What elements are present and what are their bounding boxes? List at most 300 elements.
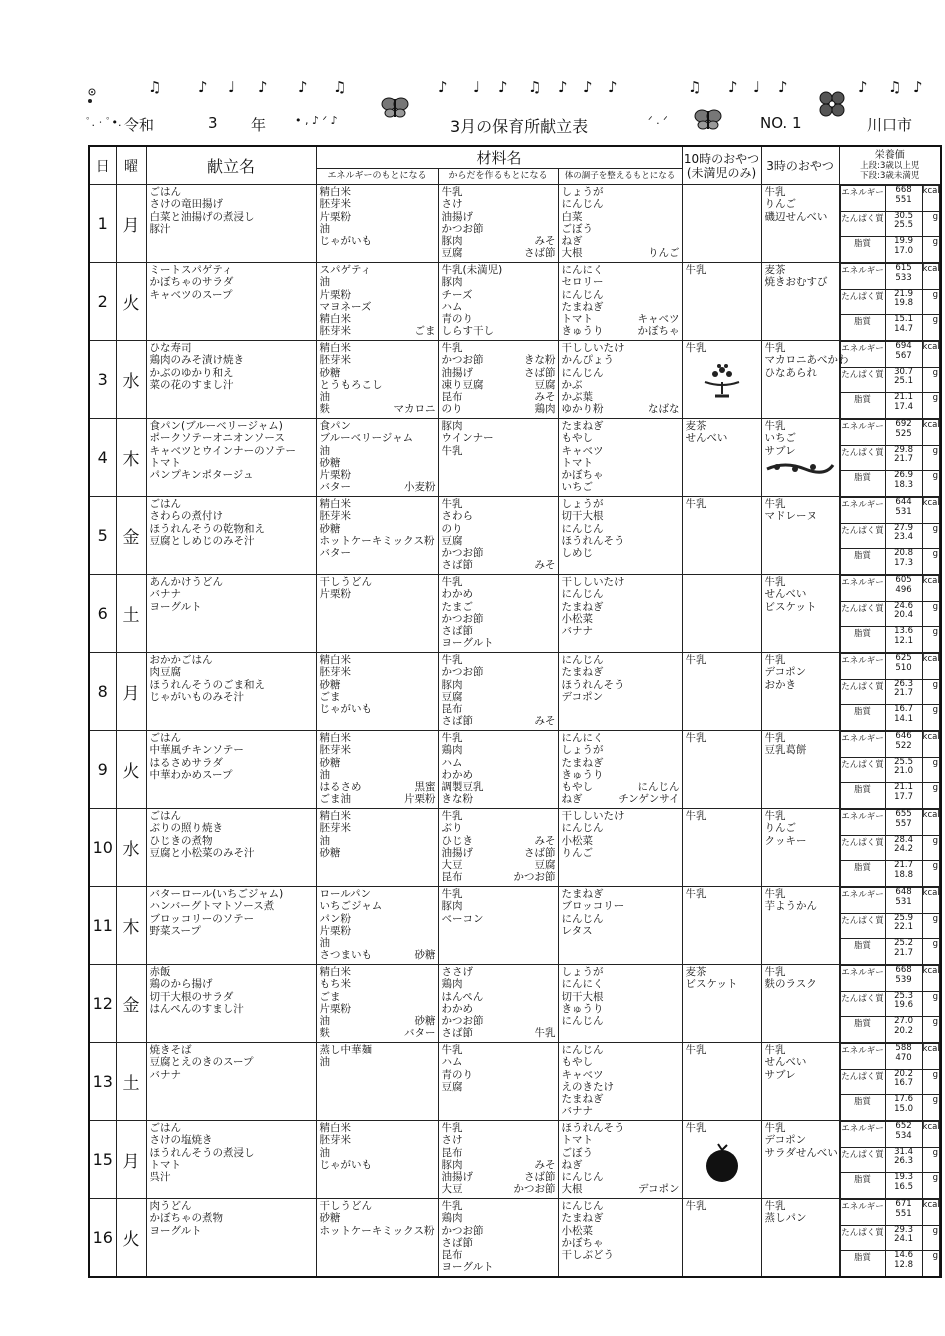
ingredient: マカロニ (393, 403, 436, 416)
ingredient: かんぴょう (561, 354, 614, 367)
ingredient-line (562, 810, 680, 822)
ingredient-line (320, 276, 436, 288)
ingredient: 凍り豆腐 (441, 378, 484, 391)
ingredient: もやし (561, 781, 593, 794)
ingredient: ひじき (441, 834, 473, 847)
ingredient: わかめ (441, 588, 473, 601)
snack-item: 磯辺せんべい (764, 210, 828, 223)
ingredient-line (442, 1225, 556, 1237)
ingredient: ハム (441, 756, 463, 769)
value-under3: 12.8 (894, 1259, 913, 1270)
nutrient-values (885, 289, 922, 315)
nutrition-row (840, 1017, 940, 1042)
ingredient-line (562, 1015, 680, 1027)
value-under3: 18.3 (894, 479, 913, 490)
value-3plus: 615 (895, 263, 912, 273)
ingredient: ブロッコリー (561, 900, 625, 913)
ingredient: ハム (441, 300, 463, 313)
menu-dishes (146, 731, 316, 809)
energy-ingredients (316, 809, 438, 887)
value-3plus: 646 (895, 731, 912, 741)
ingredient-line (442, 1081, 556, 1093)
ingredient-line (320, 498, 436, 510)
menu-table (88, 145, 942, 1278)
value-under3: 533 (895, 272, 912, 283)
ingredient: 牛乳 (441, 1200, 463, 1212)
value-under3: 551 (895, 1208, 912, 1219)
nutrition-values (839, 809, 941, 887)
condition-ingredients (558, 185, 682, 263)
menu-dishes (146, 1121, 316, 1199)
nutrient-unit: g (922, 549, 940, 574)
ingredient: 精白米 (319, 966, 351, 978)
value-3plus: 588 (895, 1043, 912, 1053)
ingredient-line (442, 835, 556, 847)
menu-row (89, 1121, 941, 1199)
nutrient-label: たんぱく質 (840, 913, 885, 939)
ingredient: 胚芽米 (319, 822, 351, 835)
value-under3: 525 (895, 428, 912, 439)
ingredient: ホットケーキミックス粉 (319, 1224, 435, 1237)
ingredient-line (562, 1212, 680, 1224)
music-notes-decoration: ♫ ♪ ♩ ♪ ♪ ♫ ♪ ♩ ♪ ♫ ♪ ♪ ♪ ♫ ♪ ♩ ♪ ♪ ♫ ♪ (148, 78, 925, 96)
ingredient: 油揚げ (441, 846, 473, 859)
ingredient-line (562, 1081, 680, 1093)
value-3plus: 21.1 (894, 782, 913, 793)
nutrient-unit: g (922, 1095, 940, 1120)
ingredient-line (442, 1044, 556, 1056)
ingredient-line (320, 781, 436, 793)
ingredient-line (320, 469, 436, 481)
nutrient-values (885, 186, 922, 212)
snack-3 (761, 887, 839, 965)
ingredient: ロールパン (319, 888, 372, 900)
ingredient: たまねぎ (561, 756, 604, 769)
dish-name: ほうれんそうのごま和え (149, 678, 265, 691)
ingredient-line (320, 966, 436, 978)
nutrient-label: 脂質 (840, 315, 885, 340)
dish-name: さけの塩焼き (149, 1134, 213, 1147)
nutrient-values (885, 523, 922, 549)
ingredient-line (320, 769, 436, 781)
menu-dishes (146, 185, 316, 263)
nutrition-table (840, 1199, 941, 1276)
snack-3 (761, 731, 839, 809)
ingredient-line (562, 666, 680, 678)
nutrient-values (885, 679, 922, 705)
ingredient: 油 (319, 1015, 330, 1028)
nutrient-unit: kcal (922, 654, 940, 680)
ingredient: 大根 (561, 247, 583, 260)
ingredient: 精白米 (319, 1122, 351, 1134)
ingredient-line (562, 301, 680, 313)
energy-ingredients (316, 263, 438, 341)
ingredient: 片栗粉 (319, 1002, 351, 1015)
ingredient: バター (404, 1027, 436, 1040)
value-3plus: 15.1 (894, 314, 913, 325)
day-number: 5 (89, 497, 116, 575)
ingredient: キャベツ (561, 1068, 604, 1081)
nutrient-label: たんぱく質 (840, 601, 885, 627)
snack-item: 牛乳 (764, 1044, 786, 1056)
ingredient: わかめ (441, 768, 473, 781)
nutrient-values (885, 1173, 922, 1198)
snack-item: 牛乳 (764, 1200, 786, 1212)
day-number: 11 (89, 887, 116, 965)
ingredient: 油 (319, 276, 330, 289)
snack-3 (761, 185, 839, 263)
nutrition-table (840, 419, 941, 496)
snack-item: りんご (764, 198, 797, 211)
value-under3: 522 (895, 740, 912, 751)
snack-3 (761, 497, 839, 575)
ingredient-line (442, 888, 556, 900)
ingredient: 油 (319, 444, 330, 457)
nutrition-table (840, 887, 941, 964)
ingredient: 豆腐 (441, 534, 463, 547)
nutrient-label: エネルギー (840, 888, 885, 914)
ingredient: 牛乳 (441, 498, 463, 510)
nutrition-row (840, 1095, 940, 1120)
ingredient-line (442, 1056, 556, 1068)
ingredient: 砂糖 (319, 522, 341, 535)
condition-ingredients (558, 419, 682, 497)
ingredient-line (562, 535, 680, 547)
nutrient-label: エネルギー (840, 732, 885, 758)
flower-icon (84, 86, 114, 108)
energy-ingredients (316, 1121, 438, 1199)
ingredient: 干ししいたけ (561, 342, 625, 354)
snack-10 (682, 341, 761, 419)
snack-item: デコポン (764, 1134, 807, 1147)
ingredient: ほうれんそう (561, 1122, 625, 1134)
ingredient-line (562, 186, 680, 198)
nutrition-values (839, 263, 941, 341)
snack-10 (682, 497, 761, 575)
snack-10 (682, 1043, 761, 1121)
ingredient-line (442, 871, 556, 883)
dish-name: はんぺんのすまし汁 (149, 1002, 244, 1015)
dish-name: 鶏のから揚げ (149, 978, 213, 991)
ingredient-line (562, 793, 680, 805)
energy-ingredients (316, 1043, 438, 1121)
ingredient-line (442, 847, 556, 859)
ingredient-line (320, 432, 436, 444)
menu-dishes (146, 965, 316, 1043)
ingredient: ヨーグルト (441, 1261, 494, 1274)
nutrition-table (840, 1043, 941, 1120)
ingredient-line (562, 211, 680, 223)
ingredient-line (320, 1027, 436, 1039)
nutrition-row (840, 576, 940, 602)
ingredient: さつまいも (319, 949, 372, 962)
value-3plus: 30.5 (894, 210, 913, 221)
ingredient-line (320, 810, 436, 822)
nutrition-row (840, 420, 940, 446)
nutrient-values (885, 576, 922, 602)
ingredient: かつお節 (513, 871, 556, 884)
ingredient-line (442, 1183, 556, 1195)
ingredient-line (442, 900, 556, 912)
ingredient: ねぎ (561, 235, 583, 248)
nutrient-label: 脂質 (840, 1095, 885, 1120)
nutrient-unit: kcal (922, 888, 940, 914)
ingredient: しらす干し (441, 325, 494, 338)
ingredient: みそ (534, 834, 556, 847)
value-3plus: 652 (895, 1121, 912, 1131)
value-under3: 567 (895, 350, 912, 361)
nutrition-values (839, 419, 941, 497)
ingredient-line (562, 1093, 680, 1105)
day-number: 12 (89, 965, 116, 1043)
snack-3 (761, 809, 839, 887)
nutrient-values (885, 1251, 922, 1276)
ingredient: 牛乳 (441, 810, 463, 822)
ingredient-line (442, 637, 556, 649)
ingredient: 油 (319, 1146, 330, 1159)
ingredient-line (442, 391, 556, 403)
dish-name: さわらの煮付け (149, 510, 223, 523)
nutrient-values (885, 237, 922, 262)
nutrient-unit: g (922, 835, 940, 861)
ingredient: にんじん (561, 198, 604, 211)
dish-name: かぼちゃのサラダ (149, 276, 234, 289)
dish-name: 菜の花のすまし汁 (149, 378, 234, 391)
nutrition-row (840, 523, 940, 549)
ingredient-line (442, 703, 556, 715)
dish-name: 野菜スープ (149, 924, 201, 937)
ingredient-line (442, 1122, 556, 1134)
ingredient: 牛乳 (441, 342, 463, 354)
dish-name: かぼちゃの煮物 (149, 1212, 223, 1225)
ingredient-line (442, 523, 556, 535)
nutrient-values (885, 654, 922, 680)
snack-10 (682, 809, 761, 887)
ingredient: さけ (441, 198, 463, 211)
ingredient-line (320, 744, 436, 756)
condition-ingredients (558, 575, 682, 653)
nutrient-unit: g (922, 705, 940, 730)
ingredient-line (442, 913, 556, 925)
ingredient: 片栗粉 (319, 924, 351, 937)
ingredient-line (442, 625, 556, 637)
ingredient: ぶり (441, 822, 463, 835)
ingredient-line (562, 498, 680, 510)
ingredient-line (320, 703, 436, 715)
ingredient-line (442, 420, 556, 432)
ingredient-line (320, 1147, 436, 1159)
ingredient: 油 (319, 768, 330, 781)
nutrient-unit: g (922, 367, 940, 393)
ingredient: ヨーグルト (441, 637, 494, 650)
dish-name: トマト (149, 1158, 181, 1171)
ingredient: トマト (561, 1134, 593, 1147)
snack-item: 牛乳 (764, 1122, 786, 1134)
nutrition-values (839, 1199, 941, 1278)
ingredient: きな粉 (441, 793, 473, 806)
nutrition-row (840, 705, 940, 730)
ingredient: 片栗粉 (319, 210, 351, 223)
nutrient-values (885, 211, 922, 237)
nutrient-values (885, 601, 922, 627)
ingredient-line (320, 900, 436, 912)
nutrient-label: エネルギー (840, 810, 885, 836)
dish-name: じゃがいものみそ汁 (149, 690, 244, 703)
value-3plus: 605 (895, 575, 912, 585)
ingredient-line (320, 888, 436, 900)
ingredient-line (442, 247, 556, 259)
ingredient: にんじん (637, 781, 680, 794)
ingredient-line (442, 289, 556, 301)
body-ingredients (438, 185, 558, 263)
nutrient-unit: g (922, 991, 940, 1017)
ingredient: マヨネーズ (319, 300, 372, 313)
body-ingredients (438, 1043, 558, 1121)
ingredient-line (562, 391, 680, 403)
ingredient: ごま油 (319, 793, 351, 806)
ingredient: 精白米 (319, 810, 351, 822)
day-number: 2 (89, 263, 116, 341)
menu-row (89, 809, 941, 887)
ingredient: 油 (319, 834, 330, 847)
leaf-sprig-icon (765, 457, 835, 477)
nutrition-row (840, 654, 940, 680)
ingredient: 油揚げ (441, 366, 473, 379)
value-3plus: 19.3 (894, 1172, 913, 1183)
snack-item: 牛乳 (685, 1122, 707, 1134)
snack-item: 牛乳 (764, 732, 786, 744)
energy-ingredients (316, 653, 438, 731)
value-under3: 16.5 (894, 1181, 913, 1192)
ingredient: しめじ (561, 547, 593, 560)
nutrient-label: たんぱく質 (840, 289, 885, 315)
ingredient-line (562, 1249, 680, 1261)
ingredient: ゆかり粉 (561, 403, 604, 416)
ingredient: 油 (319, 937, 330, 950)
condition-ingredients (558, 341, 682, 419)
ingredient: 油揚げ (441, 1171, 473, 1184)
ingredient-line (442, 535, 556, 547)
ingredient-line (562, 1134, 680, 1146)
ingredient: 昆布 (441, 391, 463, 404)
ingredient-line (562, 913, 680, 925)
dish-name: バナナ (149, 1068, 181, 1081)
condition-ingredients (558, 809, 682, 887)
nutrition-row (840, 1173, 940, 1198)
nutrient-values (885, 445, 922, 471)
ingredient-line (562, 991, 680, 1003)
day-number: 10 (89, 809, 116, 887)
snack-item: 芋ようかん (764, 900, 818, 913)
nutrient-unit: kcal (922, 1122, 940, 1148)
nutrient-unit: g (922, 861, 940, 886)
dish-name: 赤飯 (149, 966, 171, 978)
ingredient: りんご (648, 247, 680, 260)
ingredient: みそ (534, 1158, 556, 1171)
ingredient: ささげ (441, 966, 473, 978)
nutrient-values (885, 549, 922, 574)
nutrient-label: 脂質 (840, 783, 885, 808)
ingredient: 牛乳 (441, 186, 463, 198)
snack-item: 牛乳 (764, 810, 786, 822)
nutrient-label: 脂質 (840, 627, 885, 652)
ingredient: きな粉 (524, 354, 556, 367)
nutrient-values (885, 861, 922, 886)
ingredient: ごま (414, 325, 436, 338)
ingredient: ごぼう (561, 1146, 593, 1159)
dish-name: はるさめサラダ (149, 756, 223, 769)
nutrient-label: 脂質 (840, 1017, 885, 1042)
nutrient-unit: g (922, 1069, 940, 1095)
ingredient: 牛乳 (534, 1027, 556, 1040)
ingredient: きゅうり (561, 1002, 604, 1015)
dish-name: ごはん (149, 498, 181, 510)
ingredient-line (562, 625, 680, 637)
ingredient: 干しぶどう (561, 1249, 614, 1262)
ingredient: にんじん (561, 654, 604, 666)
value-3plus: 625 (895, 653, 912, 663)
ingredient: のり (441, 522, 463, 535)
snack-item: 焼きおむすび (764, 276, 828, 289)
nutrition-table (840, 965, 941, 1042)
ingredient-line (320, 223, 436, 235)
weekday: 水 (116, 809, 146, 887)
nutrient-values (885, 966, 922, 992)
ingredient-line (442, 325, 556, 337)
nutrient-unit: kcal (922, 576, 940, 602)
ingredient: 砂糖 (319, 678, 341, 691)
menu-row (89, 1199, 941, 1278)
body-ingredients (438, 887, 558, 965)
era-label: 令和 (124, 116, 155, 134)
snack-item: ひなあられ (764, 366, 818, 379)
ingredient: じゃがいも (319, 235, 372, 248)
ingredient: 片栗粉 (319, 469, 351, 482)
snack-item: せんべい (685, 432, 728, 445)
menu-dishes (146, 419, 316, 497)
nutrient-unit: g (922, 783, 940, 808)
ingredient-line (562, 769, 680, 781)
ingredient: にんじん (561, 1200, 604, 1212)
ingredient: 昆布 (441, 1249, 463, 1262)
ingredient: 砂糖 (319, 756, 341, 769)
ingredient: さば節 (441, 625, 473, 638)
nutrient-values (885, 835, 922, 861)
ingredient-line (562, 847, 680, 859)
snack-10 (682, 887, 761, 965)
orange-fruit-icon (700, 1140, 744, 1184)
value-3plus: 31.4 (894, 1146, 913, 1157)
nutrient-label: 脂質 (840, 1173, 885, 1198)
ingredient: にんじん (561, 366, 604, 379)
ingredient-line (320, 481, 436, 493)
ingredient-line (320, 1056, 436, 1068)
ingredient-line (442, 601, 556, 613)
menu-row (89, 1043, 941, 1121)
ingredient-line (562, 900, 680, 912)
snack-item: 牛乳 (685, 888, 707, 900)
ingredient: 豚肉 (441, 678, 463, 691)
ingredient: さば節 (441, 715, 473, 728)
value-3plus: 25.3 (894, 990, 913, 1001)
ingredient-line (442, 1015, 556, 1027)
ingredient-line (442, 276, 556, 288)
ingredient: さば節 (441, 559, 473, 572)
dish-name: 切干大根のサラダ (149, 990, 234, 1003)
nutrition-values (839, 497, 941, 575)
ingredient-line (442, 264, 556, 276)
nutrition-row (840, 861, 940, 886)
